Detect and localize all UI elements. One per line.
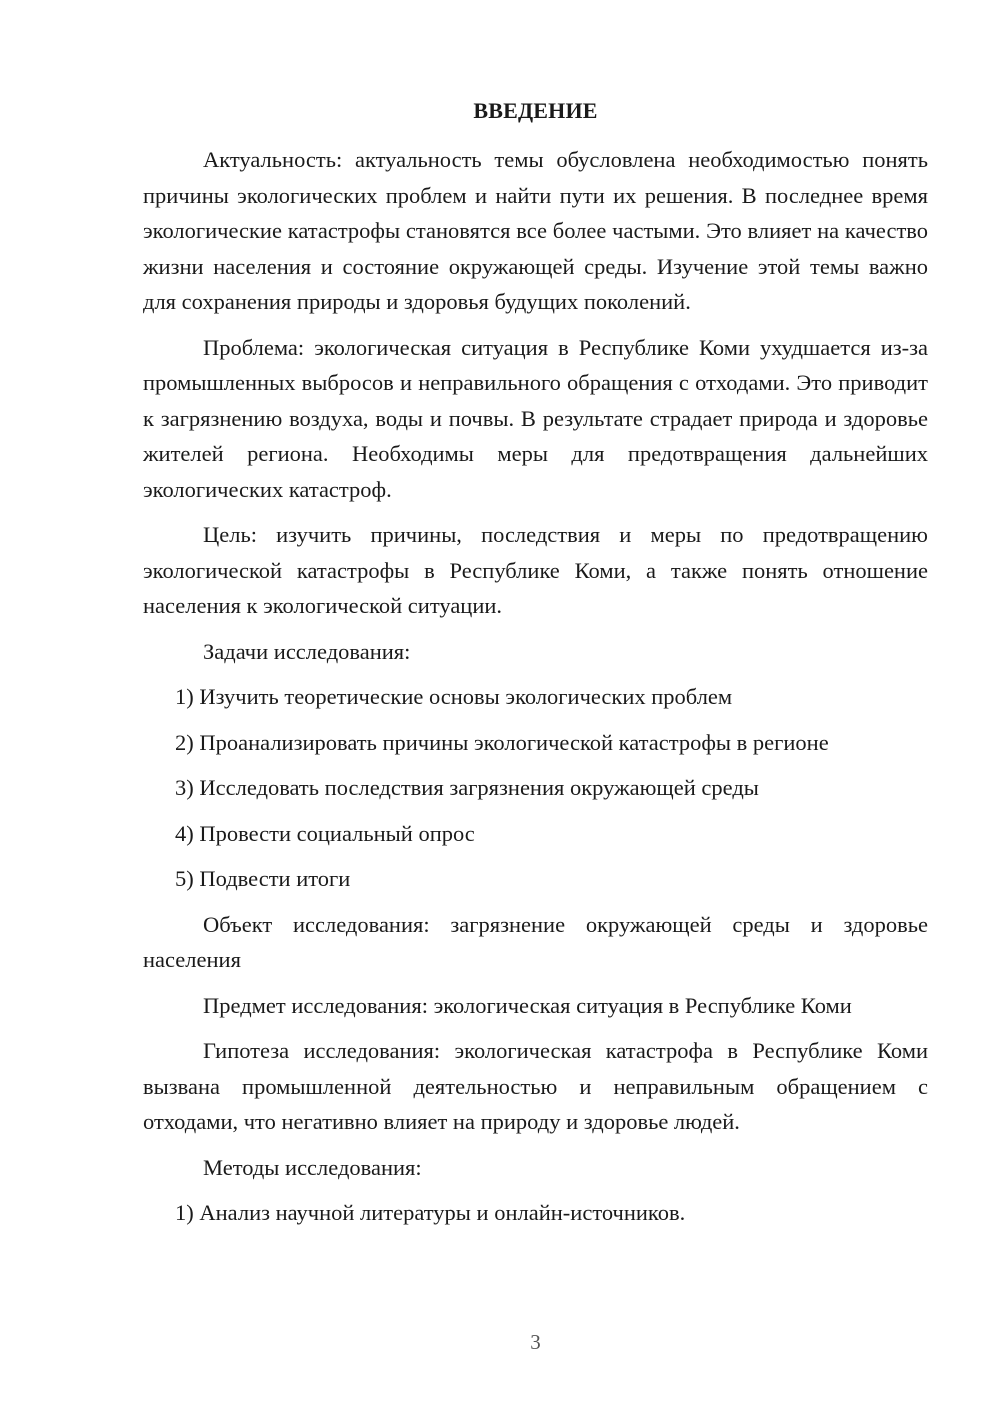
paragraph-object: Объект исследования: загрязнение окружающей среды и здоровье населения xyxy=(143,911,928,972)
document-page xyxy=(143,0,928,1414)
paragraph-hypothesis: Гипотеза исследования: экологическая катастрофа в Республике Коми вызвана промышленной деятельностью и неправильным обращением с отходами, что негативно влияет на природу и здоровье людей. xyxy=(143,1038,928,1134)
list-item-method-1: 1) Анализ научной литературы и онлайн-источников. xyxy=(175,1200,686,1225)
paragraph-goal: Цель: изучить причины, последствия и меры по предотвращению экологической катастрофы в Республике Коми, а также понять отношение населения к экологической ситуации. xyxy=(143,522,928,618)
list-item-task-5: 5) Подвести итоги xyxy=(175,866,351,891)
methods-heading: Методы исследования: xyxy=(203,1154,422,1180)
list-item-task-4: 4) Провести социальный опрос xyxy=(175,820,475,846)
paragraph-relevance: Актуальность: актуальность темы обусловлена необходимостью понять причины экологических проблем и найти пути их решения. В последнее время экологические катастрофы становятся все более частыми. Это влияет на качество жизни населения и состояние окружающей среды. Изучение этой темы важно для сохранения природы и здоровья будущих поколений. xyxy=(143,147,928,314)
paragraph-subject: Предмет исследования: экологическая ситуация в Республике Коми xyxy=(203,992,852,1018)
document-body xyxy=(143,142,928,1241)
list-item-task-2: 2) Проанализировать причины экологической катастрофы в регионе xyxy=(175,729,829,755)
tasks-heading: Задачи исследования: xyxy=(203,638,411,664)
page-title: ВВЕДЕНИЕ xyxy=(473,98,598,123)
paragraph-problem: Проблема: экологическая ситуация в Республике Коми ухудшается из-за промышленных выбросов и неправильного обращения с отходами. Это приводит к загрязнению воздуха, воды и почвы. В результате страдает природа и здоровье жителей региона. Необходимы меры для предотвращения дальнейших экологических катастроф. xyxy=(143,334,928,502)
list-item-task-1: 1) Изучить теоретические основы экологических проблем xyxy=(175,684,733,709)
page-number: 3 xyxy=(530,1330,541,1354)
list-item-task-3: 3) Исследовать последствия загрязнения окружающей среды xyxy=(175,775,759,800)
